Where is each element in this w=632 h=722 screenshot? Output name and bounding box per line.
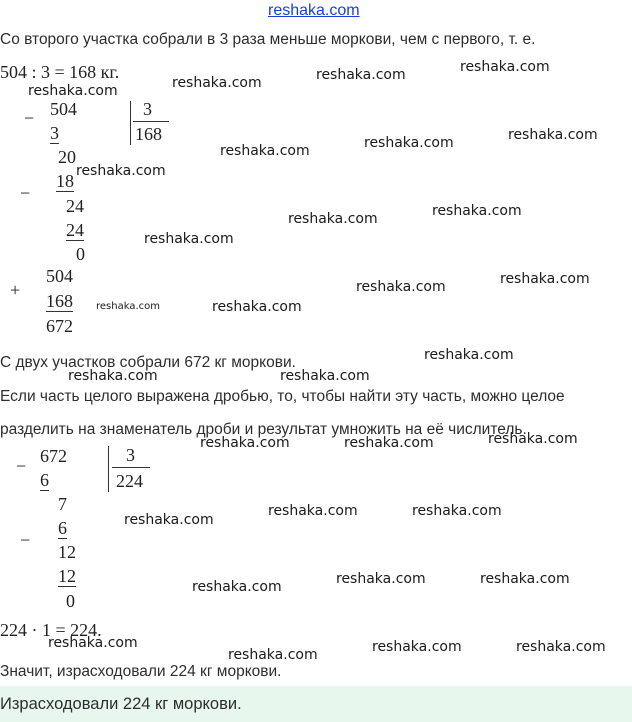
step-subtrahend: 12	[58, 566, 76, 586]
watermark: reshaka.com	[48, 635, 138, 651]
watermark: reshaka.com	[268, 503, 358, 519]
text-line-1: Со второго участка собрали в 3 раза меньше моркови, чем с первого, т. е.	[0, 31, 536, 48]
minus-sign: −	[24, 108, 35, 128]
site-link[interactable]: reshaka.com	[268, 2, 360, 19]
watermark: reshaka.com	[316, 67, 406, 83]
watermark: reshaka.com	[192, 579, 282, 595]
watermark: reshaka.com	[288, 211, 378, 227]
text-rule-1: Если часть целого выражена дробью, то, чтобы найти эту часть, можно целое	[0, 388, 565, 405]
minus-sign: −	[16, 456, 27, 476]
watermark: reshaka.com	[356, 279, 446, 295]
watermark: reshaka.com	[200, 435, 290, 451]
watermark: reshaka.com	[424, 347, 514, 363]
step-subtrahend: 3	[50, 123, 59, 143]
minus-sign: −	[20, 530, 31, 550]
watermark: reshaka.com	[212, 299, 302, 315]
divisor: 3	[143, 99, 152, 119]
watermark: reshaka.com	[68, 368, 158, 384]
watermark: reshaka.com	[372, 639, 462, 655]
watermark: reshaka.com	[364, 135, 454, 151]
division-bar	[130, 101, 131, 145]
watermark: reshaka.com	[172, 75, 262, 91]
step-subtrahend: 6	[58, 518, 67, 538]
watermark: reshaka.com	[460, 59, 550, 75]
watermark: reshaka.com	[280, 368, 370, 384]
division-bar	[108, 446, 109, 492]
minus-sign: −	[20, 183, 31, 203]
step-remainder: 20	[58, 147, 76, 167]
step-remainder: 0	[66, 591, 75, 611]
step-remainder: 24	[66, 196, 84, 216]
step-subtrahend: 6	[40, 470, 49, 490]
equation-line: 504 : 3 = 168 кг.	[0, 62, 120, 82]
watermark: reshaka.com	[412, 503, 502, 519]
watermark: reshaka.com	[344, 435, 434, 451]
watermark: reshaka.com	[220, 143, 310, 159]
quotient: 168	[135, 124, 162, 144]
addend: 504	[46, 266, 73, 286]
quotient-line	[133, 121, 169, 122]
watermark: reshaka.com	[76, 163, 166, 179]
dividend: 672	[40, 446, 67, 466]
watermark: reshaka.com	[508, 127, 598, 143]
plus-sign: +	[10, 280, 21, 300]
watermark: reshaka.com	[516, 639, 606, 655]
watermark: reshaka.com	[488, 431, 578, 447]
watermark: reshaka.com	[500, 271, 590, 287]
watermark: reshaka.com	[124, 512, 214, 528]
text-total: С двух участков собрали 672 кг моркови.	[0, 354, 296, 371]
watermark: reshaka.com	[432, 203, 522, 219]
sum: 672	[46, 316, 73, 336]
step-remainder: 12	[58, 542, 76, 562]
quotient: 224	[116, 471, 143, 491]
step-remainder: 7	[58, 494, 67, 514]
watermark: reshaka.com	[336, 571, 426, 587]
multiplication-line: 224 · 1 = 224.	[0, 620, 102, 640]
step-remainder: 0	[76, 244, 85, 264]
watermark: reshaka.com	[144, 231, 234, 247]
step-subtrahend: 18	[56, 171, 74, 191]
watermark: reshaka.com	[96, 301, 160, 312]
text-rule-2: разделить на знаменатель дроби и результат умножить на её числитель.	[0, 421, 527, 438]
watermark: reshaka.com	[28, 83, 118, 99]
watermark: reshaka.com	[228, 647, 318, 663]
addend: 168	[46, 291, 73, 311]
divisor: 3	[126, 445, 135, 465]
text-conclusion: Значит, израсходовали 224 кг моркови.	[0, 663, 282, 680]
answer-text: Израсходовали 224 кг моркови.	[0, 695, 242, 713]
quotient-line	[112, 467, 150, 468]
watermark: reshaka.com	[480, 571, 570, 587]
step-subtrahend: 24	[66, 220, 84, 240]
dividend: 504	[50, 99, 77, 119]
